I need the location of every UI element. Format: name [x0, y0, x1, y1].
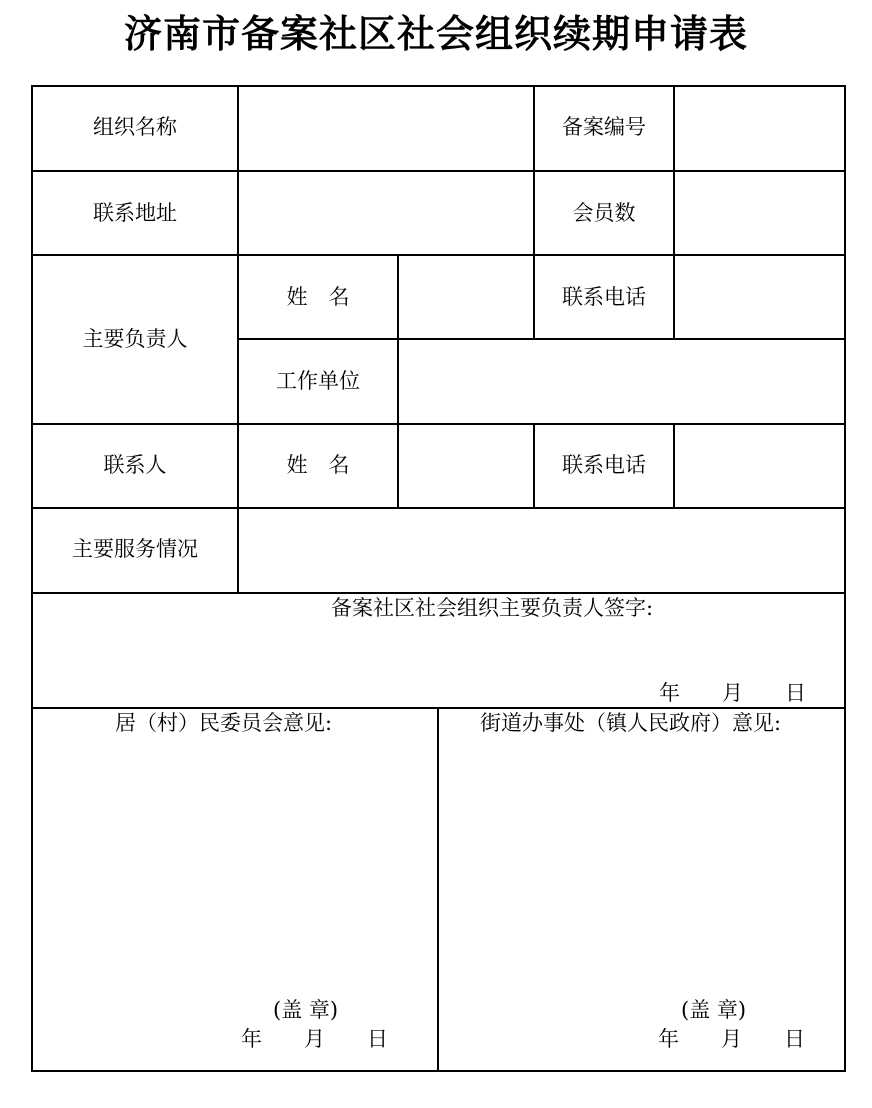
work-unit-field[interactable] [399, 340, 844, 423]
committee-date: 年 月 日 [241, 1027, 388, 1051]
label-work-unit: 工作单位 [276, 369, 360, 393]
org-name-field[interactable] [239, 87, 533, 170]
main-services-field[interactable] [239, 509, 844, 592]
street-seal: (盖 章) [681, 998, 747, 1022]
committee-seal: (盖 章) [273, 998, 339, 1022]
form-title: 济南市备案社区社会组织续期申请表 [123, 11, 748, 56]
street-office-opinion-label: 街道办事处（镇人民政府）意见: [480, 711, 782, 735]
responsible-name-field[interactable] [399, 256, 533, 338]
responsible-phone-field[interactable] [675, 256, 844, 338]
label-org-name: 组织名称 [93, 115, 177, 139]
contact-name-field[interactable] [399, 425, 533, 507]
table-border-right [844, 85, 846, 1072]
label-main-responsible-person: 主要负责人 [82, 327, 188, 351]
committee-opinion-label: 居（村）民委员会意见: [115, 711, 333, 735]
contact-address-field[interactable] [239, 172, 533, 254]
col-divider [533, 85, 535, 256]
street-date: 年 月 日 [658, 1027, 805, 1051]
label-contact-name: 姓 名 [286, 453, 350, 477]
signature-prompt: 备案社区社会组织主要负责人签字: [331, 596, 654, 620]
label-member-count: 会员数 [572, 201, 636, 225]
label-contact-address: 联系地址 [93, 201, 177, 225]
member-count-field[interactable] [675, 172, 844, 254]
contact-phone-field[interactable] [675, 425, 844, 507]
label-contact-person: 联系人 [103, 453, 167, 477]
signature-area[interactable] [33, 622, 844, 672]
signature-date: 年 月 日 [659, 681, 806, 705]
street-office-opinion-area[interactable] [439, 740, 844, 990]
label-responsible-name: 姓 名 [286, 285, 350, 309]
label-main-services: 主要服务情况 [72, 537, 198, 561]
label-record-number: 备案编号 [562, 115, 646, 139]
label-responsible-phone: 联系电话 [562, 285, 646, 309]
record-number-field[interactable] [675, 87, 844, 170]
label-contact-person-phone: 联系电话 [562, 453, 646, 477]
committee-opinion-area[interactable] [33, 740, 437, 990]
